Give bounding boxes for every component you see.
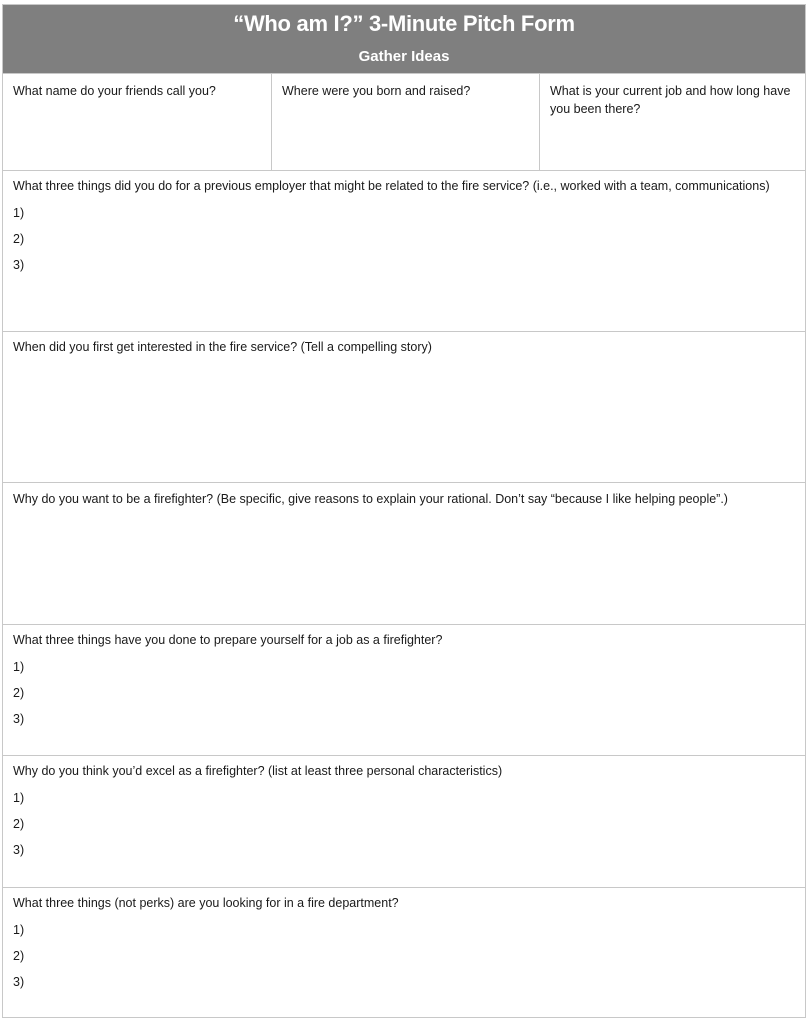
- looking-for-section[interactable]: [3, 887, 805, 1017]
- prepare-question: What three things have you done to prepare yourself for a job as a firefighter?: [13, 633, 443, 647]
- friends-name-question: What name do your friends call you?: [13, 84, 216, 98]
- list-item-number: 2): [13, 949, 25, 963]
- interest-question: When did you first get interested in the fire service? (Tell a compelling story): [13, 340, 432, 354]
- list-item-number: 2): [13, 817, 25, 831]
- current-job-field[interactable]: [539, 74, 805, 170]
- birthplace-question: Where were you born and raised?: [282, 84, 471, 98]
- list-item-number: 1): [13, 660, 25, 674]
- list-item-number: 3): [13, 975, 25, 989]
- looking-for-question: What three things (not perks) are you looking for in a fire department?: [13, 896, 399, 910]
- list-item-number: 2): [13, 232, 25, 246]
- excel-question: Why do you think you’d excel as a firefighter? (list at least three personal characteristics): [13, 764, 503, 778]
- interest-section[interactable]: [3, 331, 805, 482]
- list-item-number: 3): [13, 712, 25, 726]
- top-row: [3, 73, 805, 170]
- excel-section[interactable]: [3, 755, 805, 887]
- previous-employer-section[interactable]: [3, 170, 805, 331]
- pitch-form: [2, 4, 806, 1018]
- list-item-number: 3): [13, 843, 25, 857]
- list-item-number: 3): [13, 258, 25, 272]
- prepare-section[interactable]: [3, 624, 805, 755]
- previous-employer-question: What three things did you do for a previous employer that might be related to the fire service? (i.e., worked with a team, communications): [13, 179, 770, 193]
- list-item-number: 1): [13, 923, 25, 937]
- why-question: Why do you want to be a firefighter? (Be specific, give reasons to explain your rational. Don’t say “because I like helping people”.): [13, 492, 728, 506]
- list-item-number: 1): [13, 791, 25, 805]
- friends-name-field[interactable]: [3, 74, 271, 170]
- why-section[interactable]: [3, 482, 805, 624]
- birthplace-field[interactable]: [271, 74, 539, 170]
- list-item-number: 1): [13, 206, 25, 220]
- form-header: [3, 5, 805, 73]
- list-item-number: 2): [13, 686, 25, 700]
- current-job-question: What is your current job and how long have you been there?: [550, 84, 791, 116]
- form-title: “Who am I?” 3-Minute Pitch Form: [233, 11, 575, 36]
- form-subtitle: Gather Ideas: [358, 48, 450, 65]
